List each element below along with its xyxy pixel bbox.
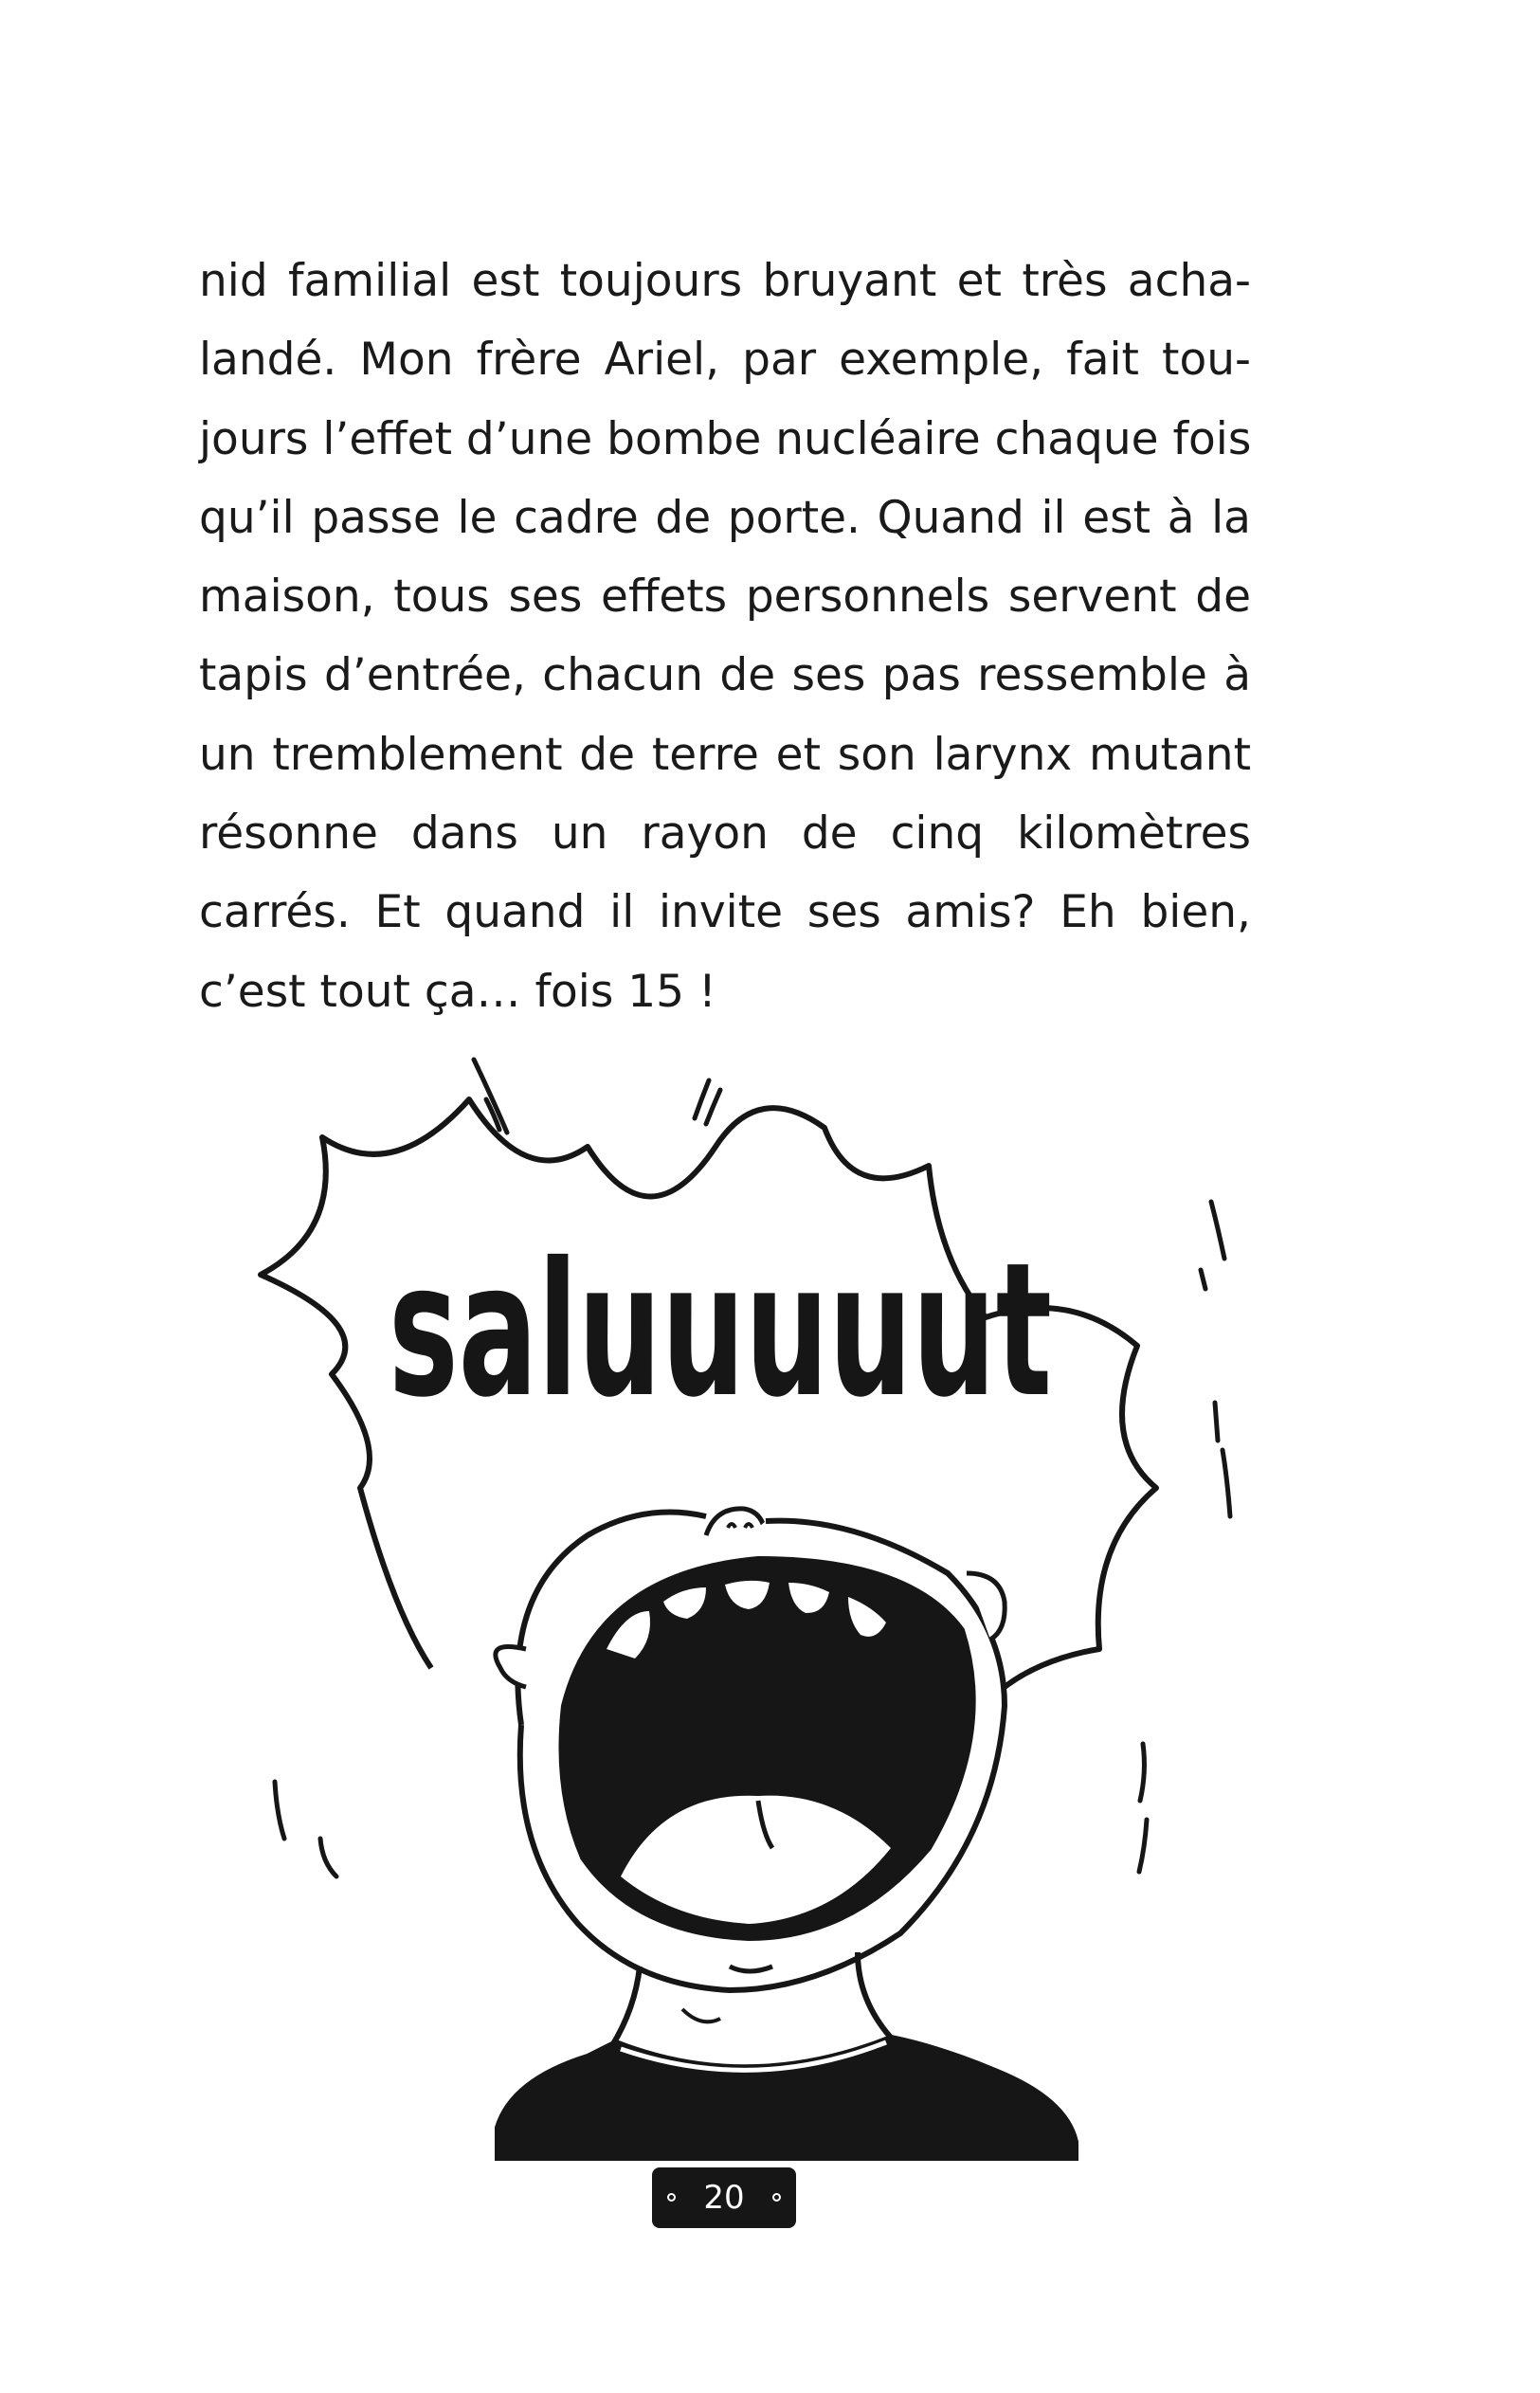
body-paragraph bbox=[199, 242, 1251, 1031]
shouting-boy-illustration bbox=[190, 1042, 1327, 2161]
paragraph-line: landé. Mon frère Ariel, par exemple, fait tou- bbox=[199, 334, 1251, 387]
paragraph-line: qu’il passe le cadre de porte. Quand il est à la bbox=[199, 491, 1251, 544]
paragraph-line: jours l’effet d’une bombe nucléaire chaque fois bbox=[199, 412, 1252, 465]
paragraph-line: tapis d’entrée, chacun de ses pas ressemble à bbox=[199, 649, 1251, 702]
paragraph-line-last: c’est tout ça… fois 15 ! bbox=[199, 965, 716, 1018]
page-number-badge bbox=[652, 2167, 796, 2228]
shirt bbox=[498, 2038, 1076, 2161]
paragraph-line: maison, tous ses effets personnels servent de bbox=[199, 571, 1251, 624]
left-ear bbox=[496, 1647, 526, 1688]
paragraph-line: nid familial est toujours bruyant et très acha- bbox=[199, 255, 1251, 307]
folio-dot-right bbox=[772, 2193, 781, 2202]
shout-lettering: saluuuuut bbox=[389, 1224, 1052, 1440]
paragraph-line: un tremblement de terre et son larynx mutant bbox=[199, 728, 1251, 781]
paragraph-line: résonne dans un rayon de cinq kilomètres bbox=[199, 807, 1251, 861]
page-number: 20 bbox=[703, 2179, 745, 2217]
paragraph-line: carrés. Et quand il invite ses amis? Eh bien, bbox=[199, 886, 1251, 939]
